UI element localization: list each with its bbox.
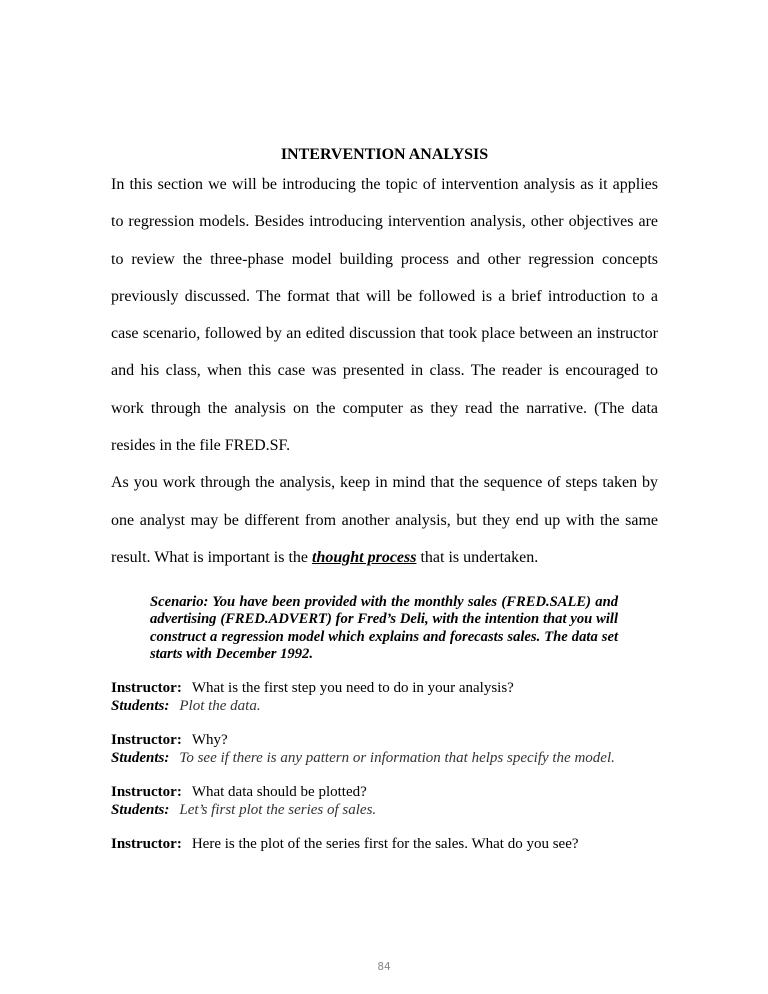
scenario-block: Scenario: You have been provided with the monthly sales (FRED.SALE) and advertising (FRED.ADVERT) for Fred’s Deli, with the intention that you will construct a regression model which explains and forecasts sales. The data set starts with December 1992.	[150, 594, 618, 662]
speaker-label: Students:	[111, 749, 170, 766]
instructor-line: What is the first step you need to do in your analysis?	[191, 680, 514, 697]
dialogue-exchange	[111, 732, 658, 767]
speaker-label: Instructor:	[111, 680, 182, 697]
speaker-label: Instructor:	[111, 784, 182, 801]
students-line: To see if there is any pattern or information that helps specify the model.	[179, 749, 615, 766]
paragraph-text: that is undertaken.	[416, 548, 539, 566]
page-title: INTERVENTION ANALYSIS	[280, 146, 489, 163]
dialogue-exchange	[111, 784, 658, 819]
students-line: Plot the data.	[179, 697, 261, 714]
paragraph-text: As you work through the analysis, keep in mind that the sequence of steps taken by one analyst may be different from another analysis, but they end up with the same result. What is important is the	[111, 474, 658, 566]
students-line: Let’s first plot the series of sales.	[179, 801, 377, 818]
instructor-line: Here is the plot of the series first for the sales. What do you see?	[191, 836, 579, 853]
speaker-label: Instructor:	[111, 732, 182, 749]
instructor-line: Why?	[191, 732, 228, 749]
dialogue-exchange	[111, 836, 658, 854]
page-number: 84	[377, 960, 391, 973]
intro-paragraph: In this section we will be introducing the topic of intervention analysis as it applies to regression models. Besides introducing intervention analysis, other objectives are to review the three-phase model building process and other regression concepts previously discussed. The format that will be followed is a brief introduction to a case scenario, followed by an edited discussion that took place between an instructor and his class, when this case was presented in class. The reader is encouraged to work through the analysis on the computer as they read the narrative. (The data resides in the file FRED.SF.	[111, 176, 658, 455]
speaker-label: Students:	[111, 697, 170, 714]
dialogue-exchange	[111, 680, 658, 715]
emphasis-thought-process: thought process	[312, 548, 417, 566]
speaker-label: Instructor:	[111, 836, 182, 853]
approach-paragraph	[111, 464, 658, 576]
instructor-line: What data should be plotted?	[191, 784, 367, 801]
speaker-label: Students:	[111, 801, 170, 818]
